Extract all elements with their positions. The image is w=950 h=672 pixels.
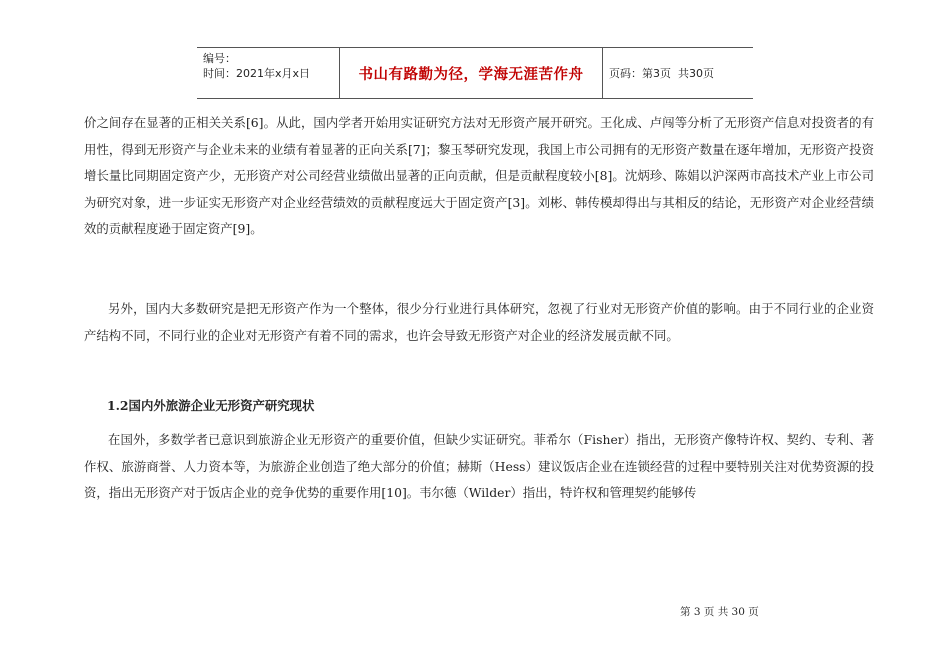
header-meta [197, 48, 339, 98]
paragraph-1: 价之间存在显著的正相关关系[6]。从此，国内学者开始用实证研究方法对无形资产展开研究。王化成、卢闯等分析了无形资产信息对投资者的有用性，得到无形资产与企业未来的业绩有着显著的正向关系[7]；黎玉琴研究发现，我国上市公司拥有的无形资产数量在逐年增加，无形资产投资增长量比同期固定资产少，无形资产对公司经营业绩做出显著的正向贡献，但是贡献程度较小[8]。沈炳珍、陈娟以沪深两市高技术产业上市公司为研究对象，进一步证实无形资产对企业经营绩效的贡献程度远大于固定资产[3]。刘彬、韩传模却得出与其相反的结论，无形资产对企业经营绩效的贡献程度逊于固定资产[9]。 [84, 115, 874, 236]
header-page-label: 页码：第3页 共30页 [609, 67, 714, 80]
document-time-label: 时间：2021年x月x日 [203, 67, 311, 80]
paragraph-3: 在国外，多数学者已意识到旅游企业无形资产的重要价值，但缺少实证研究。菲希尔（Fisher）指出，无形资产像特许权、契约、专利、著作权、旅游商誉、人力资本等，为旅游企业创造了绝大部分的价值；赫斯（Hess）建议饭店企业在连锁经营的过程中要特别关注对优势资源的投资，指出无形资产对于饭店企业的竞争优势的重要作用[10]。韦尔德（Wilder）指出，特许权和管理契约能够传 [84, 432, 874, 500]
page-header [197, 47, 753, 99]
document-number-label: 编号： [203, 52, 236, 65]
header-motto: 书山有路勤为径，学海无涯苦作舟 [339, 48, 603, 98]
page-footer: 第 3 页 共 30 页 [680, 606, 759, 618]
section-heading: 1.2国内外旅游企业无形资产研究现状 [107, 398, 315, 413]
header-page-info [603, 48, 753, 98]
paragraph-2: 另外，国内大多数研究是把无形资产作为一个整体，很少分行业进行具体研究，忽视了行业对无形资产价值的影响。由于不同行业的企业资产结构不同，不同行业的企业对无形资产有着不同的需求，也许会导致无形资产对企业的经济发展贡献不同。 [84, 301, 874, 343]
